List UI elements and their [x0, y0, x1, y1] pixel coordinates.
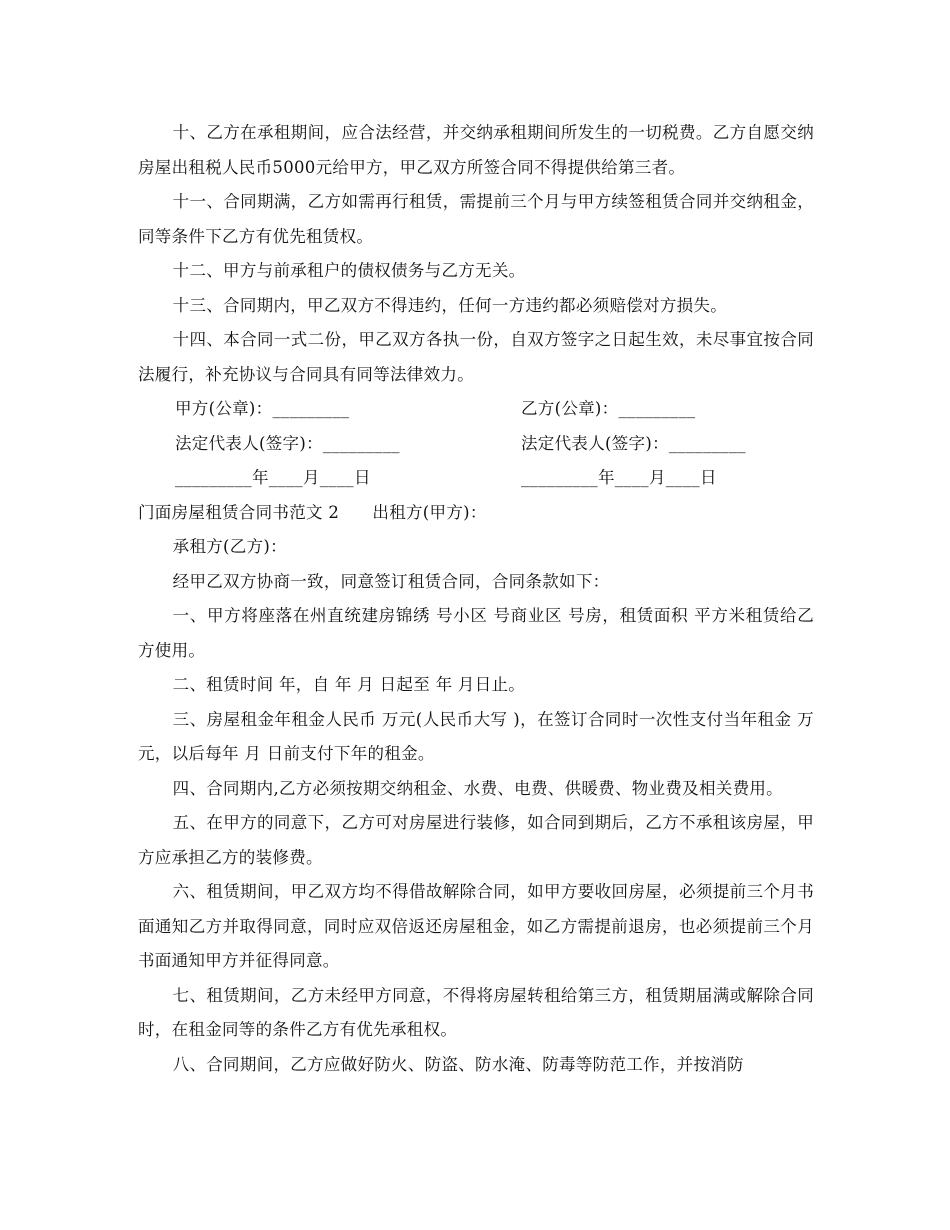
clause-13: 十三、合同期内，甲乙双方不得违约，任何一方违约都必须赔偿对方损失。: [172, 295, 728, 315]
party-a-date: _________年____月____日: [175, 468, 371, 487]
clause-11: 十一、合同期满，乙方如需再行租赁，需提前三个月与甲方续签租赁合同并交纳租金，同等条件下乙方有优先租赁权。: [138, 192, 814, 246]
clause-12: 十二、甲方与前承租户的债权债务与乙方无关。: [172, 261, 526, 280]
s2-clause-2: 二、租赁时间 年，自 年 月 日起至 年 月日止。: [172, 675, 526, 694]
party-a-seal: 甲方(公章)：_________: [175, 399, 350, 418]
section-2-title: 门面房屋租赁合同书范文 2 出租方(甲方)：: [138, 502, 487, 522]
lessee-line: 承租方(乙方)：: [172, 537, 287, 556]
s2-clause-8: 八、合同期间，乙方应做好防火、防盗、防水淹、防毒等防范工作，并按消防: [172, 1054, 744, 1074]
party-b-date: _________年____月____日: [521, 468, 717, 487]
intro-line: 经甲乙双方协商一致，同意签订租赁合同，合同条款如下：: [172, 571, 610, 591]
s2-clause-4: 四、合同期内,乙方必须按期交纳租金、水费、电费、供暖费、物业费及相关费用。: [172, 778, 783, 798]
document-body: [138, 116, 814, 1082]
s2-clause-5: 五、在甲方的同意下，乙方可对房屋进行装修，如合同到期后，乙方不承租该房屋，甲方应承担乙方的装修费。: [138, 813, 814, 867]
clause-14: 十四、本合同一式二份，甲乙双方各执一份，自双方签字之日起生效，未尽事宜按合同法履行，补充协议与合同具有同等法律效力。: [138, 330, 814, 384]
party-b-representative: 法定代表人(签字)：_________: [521, 433, 746, 453]
s2-clause-3: 三、房屋租金年租金人民币 万元(人民币大写 )，在签订合同时一次性支付当年租金 万元，以后每年 月 日前支付下年的租金。: [138, 709, 814, 763]
signature-rep-row: [138, 427, 814, 462]
signature-date-row: [138, 461, 814, 496]
party-a-representative: 法定代表人(签字)：_________: [175, 433, 400, 453]
signature-seal-row: [138, 392, 814, 427]
party-b-seal: 乙方(公章)：_________: [521, 399, 696, 418]
s2-clause-1: 一、甲方将座落在州直统建房锦绣 号小区 号商业区 号房，租赁面积 平方米租赁给乙方使用。: [138, 606, 814, 660]
s2-clause-6: 六、租赁期间，甲乙双方均不得借故解除合同，如甲方要收回房屋，必须提前三个月书面通知乙方并取得同意，同时应双倍返还房屋租金，如乙方需提前退房，也必须提前三个月书面通知甲方并征得同意。: [138, 882, 814, 970]
clause-10: 十、乙方在承租期间，应合法经营，并交纳承租期间所发生的一切税费。乙方自愿交纳房屋出租税人民币5000元给甲方，甲乙双方所签合同不得提供给第三者。: [138, 123, 814, 177]
s2-clause-7: 七、租赁期间，乙方未经甲方同意，不得将房屋转租给第三方，租赁期届满或解除合同时，在租金同等的条件乙方有优先承租权。: [138, 985, 814, 1039]
